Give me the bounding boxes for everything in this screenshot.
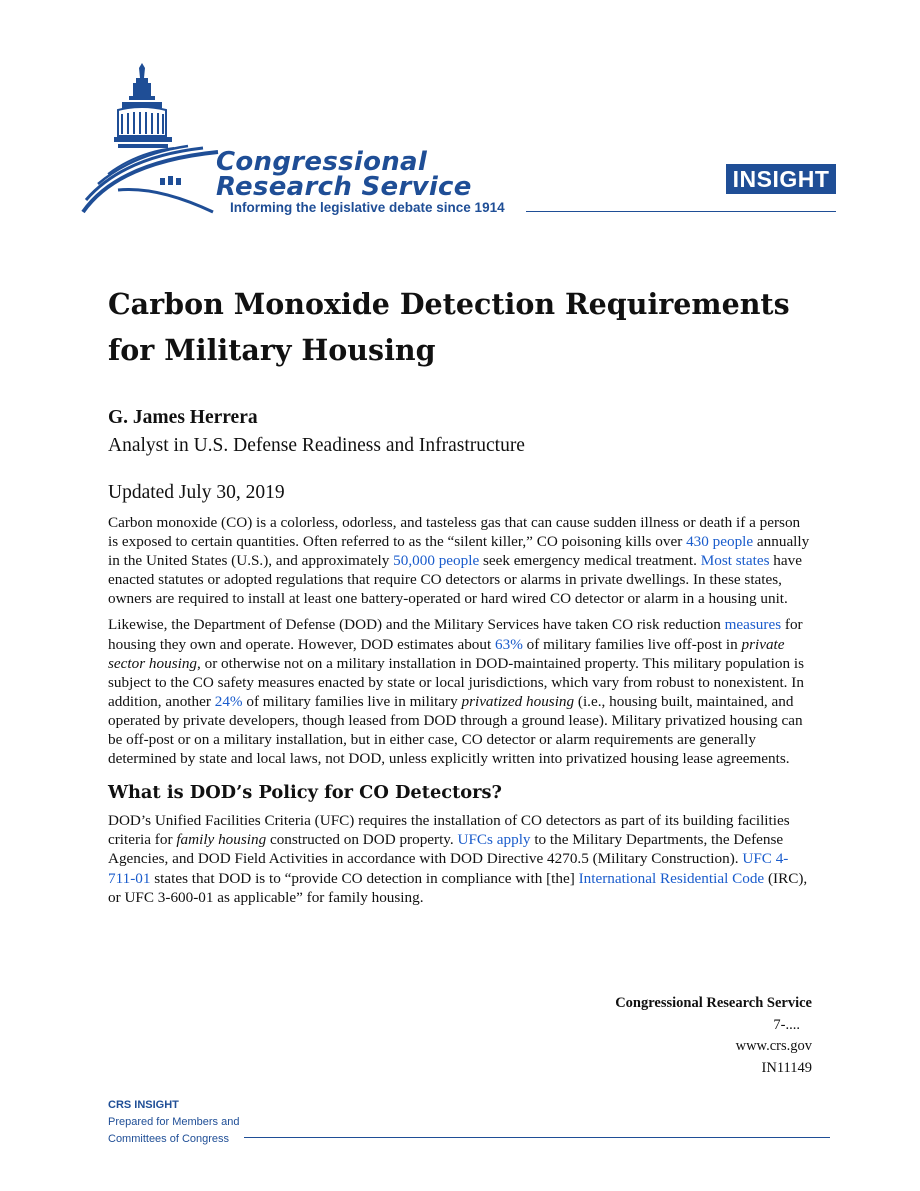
inline-link[interactable]: 430 people (686, 533, 754, 551)
footer-number: 7-.... (773, 1016, 800, 1033)
inline-link[interactable]: 24% (214, 692, 243, 710)
italic-text: privatized housing (461, 692, 575, 710)
author-name: G. James Herrera (108, 407, 258, 428)
text-run: seek emergency medical treatment. (479, 552, 701, 570)
insight-badge: INSIGHT (726, 164, 836, 194)
org-name-line1: Congressional (216, 147, 428, 177)
inline-link[interactable]: Most states (700, 552, 770, 570)
text-run: annually in the United States (U.S.), and approximately (108, 533, 810, 570)
prepared-for (108, 1114, 239, 1148)
body-column (108, 513, 814, 914)
footer-service: Congressional Research Service (615, 995, 812, 1011)
inline-link[interactable]: International Residential Code (578, 869, 765, 887)
text-run: to the Military Departments, the Defense Agencies, and DOD Field Activities in accordance with DOD Directive 4270.5 (Military Construction). (108, 831, 784, 868)
italic-text: family housing (176, 831, 267, 849)
text-run: (i.e., housing built, maintained, and operated by private developers, though leased from DOD through a ground lease). Military privatized housing can be off-post or on a military installation, but in either case, CO detector or alarm requirements are generally determined by state and local laws, not DOD, unless explicitly written into privatized housing lease agreements. (108, 692, 803, 768)
italic-text: private sector housing (108, 635, 785, 672)
text-run: constructed on DOD property. (266, 831, 458, 849)
footer-rule (244, 1137, 830, 1138)
text-run: have enacted statutes or adopted regulations that require CO detectors or alarms in private dwellings. In these states, owners are required to install at least one battery-operated or hard wired CO detector or alarm in a housing unit. (108, 552, 802, 608)
org-name-line2: Research Service (216, 172, 472, 202)
header-rule (526, 211, 836, 212)
prepared-line-2: Committees of Congress (108, 1133, 230, 1145)
footer-website[interactable]: www.crs.gov (735, 1038, 812, 1054)
inline-link[interactable]: measures (724, 616, 782, 634)
text-run: Likewise, the Department of Defense (DOD) and the Military Services have taken CO risk reduction (108, 616, 725, 634)
paragraph-1 (108, 513, 814, 608)
series-label: CRS INSIGHT (108, 1099, 179, 1111)
footer-product-id: IN11149 (761, 1059, 812, 1076)
paragraph-3 (108, 811, 814, 906)
text-run: (IRC), or UFC 3-600-01 as applicable” for family housing. (108, 869, 808, 906)
inline-link[interactable]: UFC 4-711-01 (108, 850, 789, 887)
section-heading: What is DOD’s Policy for CO Detectors? (108, 782, 502, 804)
text-run: states that DOD is to “provide CO detection in compliance with [the] (150, 869, 579, 887)
inline-link[interactable]: UFCs apply (457, 831, 531, 849)
text-run: DOD’s Unified Facilities Criteria (UFC) requires the installation of CO detectors as part of its building facilities criteria for (108, 812, 790, 849)
document-title: Carbon Monoxide Detection Requirements for Military Housing (108, 287, 790, 367)
footer-info (615, 993, 812, 1079)
text-run: of military families live off-post in (522, 635, 742, 653)
updated-date: Updated July 30, 2019 (108, 482, 285, 503)
capitol-dome-logo (78, 62, 223, 217)
text-run: for housing they own and operate. However, DOD estimates about (108, 616, 803, 653)
prepared-line-1: Prepared for Members and (108, 1116, 240, 1128)
org-tagline: Informing the legislative debate since 1914 (230, 200, 505, 215)
inline-link[interactable]: 63% (495, 635, 523, 653)
paragraph-2 (108, 615, 814, 768)
text-run: Carbon monoxide (CO) is a colorless, odorless, and tasteless gas that can cause sudden illness or death if a person is exposed to certain quantities. Often referred to as the “silent killer,” CO poisoning kills over (108, 514, 801, 551)
author-position: Analyst in U.S. Defense Readiness and Infrastructure (108, 435, 525, 456)
text-run: , or otherwise not on a military installation in DOD-maintained property. This military population is subject to the CO safety measures enacted by state or local jurisdictions, which vary from robust to nonexistent. In addition, another (108, 654, 804, 710)
inline-link[interactable]: 50,000 people (393, 552, 480, 570)
text-run: of military families live in military (242, 692, 462, 710)
